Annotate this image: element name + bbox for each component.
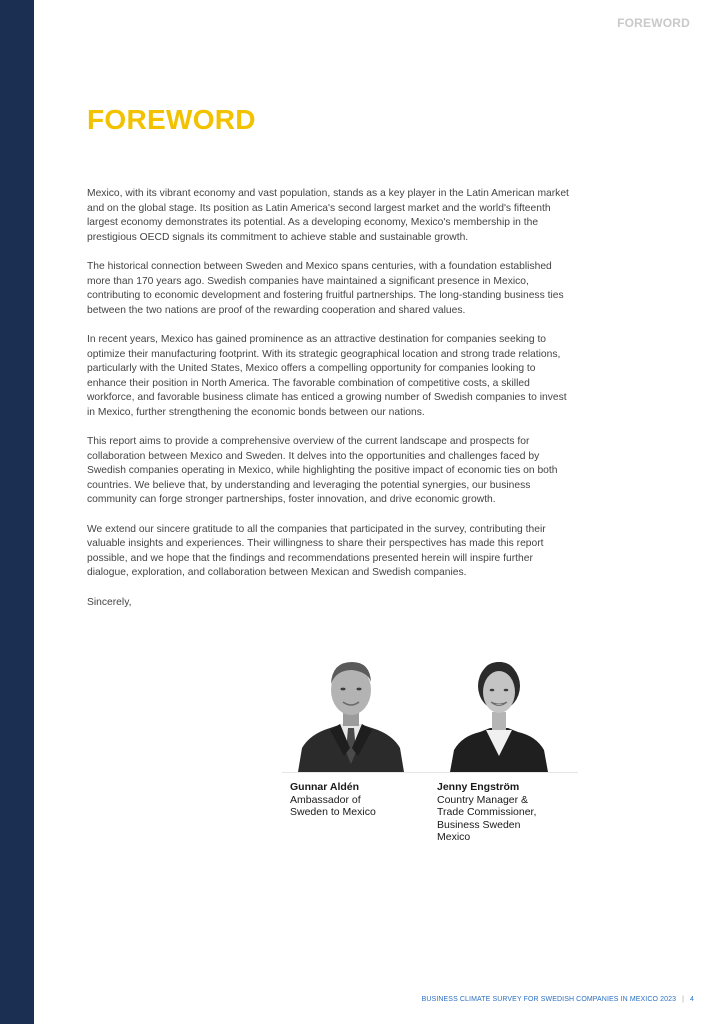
footer-separator: | — [682, 996, 684, 1003]
closing-salutation: Sincerely, — [87, 596, 132, 608]
signatory-role: Country Manager & Trade Commissioner, Business Sweden Mexico — [437, 793, 537, 844]
sidebar-band — [0, 0, 34, 1024]
paragraph: In recent years, Mexico has gained prominence as an attractive destination for companies seeking to optimize their manufacturing footprint. With its strategic geographical location and strong trade relations, particularly with the United States, Mexico offers a compelling opportunity for companies looking to enhance their position in North America. The favorable combination of competitive costs, a skilled workforce, and favorable business climate has enticed a growing number of Swedish companies to invest in Mexico, further strengthening the economic bonds between our nations. — [87, 333, 567, 418]
signatory-name: Gunnar Aldén — [290, 781, 360, 793]
portrait-woman-icon — [444, 652, 554, 772]
signatory-name: Jenny Engström — [437, 781, 520, 793]
foreword-body — [87, 187, 571, 625]
paragraph: This report aims to provide a comprehensive overview of the current landscape and prospects for collaboration between Mexico and Sweden. It delves into the opportunities and challenges faced by Swedish companies operating in Mexico, while highlighting the positive impact of economic ties on both countries. We believe that, by understanding and leveraging the potential synergies, our business community can forge stronger partnerships, foster innovation, and drive economic growth. — [87, 436, 558, 506]
portrait-photo-gunnar — [296, 652, 406, 772]
signatory-jenny — [437, 781, 567, 844]
section-header-label: FOREWORD — [617, 16, 690, 30]
paragraph: Mexico, with its vibrant economy and vast population, stands as a key player in the Latin American market and on the global stage. Its position as Latin America's second largest market and the world's fifteenth largest economy demonstrates its potential. As a developing economy, Mexico's membership in the prestigious OECD signals its commitment to achieve stable and sustainable growth. — [87, 188, 569, 243]
page-title: FOREWORD — [87, 104, 256, 135]
photo-divider — [282, 772, 578, 773]
signatory-gunnar — [290, 781, 410, 819]
footer-report-title: BUSINESS CLIMATE SURVEY FOR SWEDISH COMPANIES IN MEXICO 2023 — [421, 996, 677, 1003]
page-footer — [422, 996, 694, 1003]
paragraph: We extend our sincere gratitude to all the companies that participated in the survey, contributing their valuable insights and experiences. Their willingness to share their perspectives has made this report possible, and we hope that the findings and recommendations presented herein will inspire further dialogue, exploration, and collaboration between Mexican and Swedish companies. — [87, 523, 546, 579]
portrait-man-icon — [296, 652, 406, 772]
portrait-photo-jenny — [444, 652, 554, 772]
signatory-role: Ambassador of Sweden to Mexico — [290, 793, 376, 819]
page-number: 4 — [690, 996, 694, 1003]
paragraph: The historical connection between Sweden and Mexico spans centuries, with a foundation established more than 170 years ago. Swedish companies have maintained a significant presence in Mexico, contributing to economic development and fostering fruitful partnerships. The long-standing business ties between the two nations are proof of the rewarding cooperation and shared values. — [87, 260, 564, 316]
